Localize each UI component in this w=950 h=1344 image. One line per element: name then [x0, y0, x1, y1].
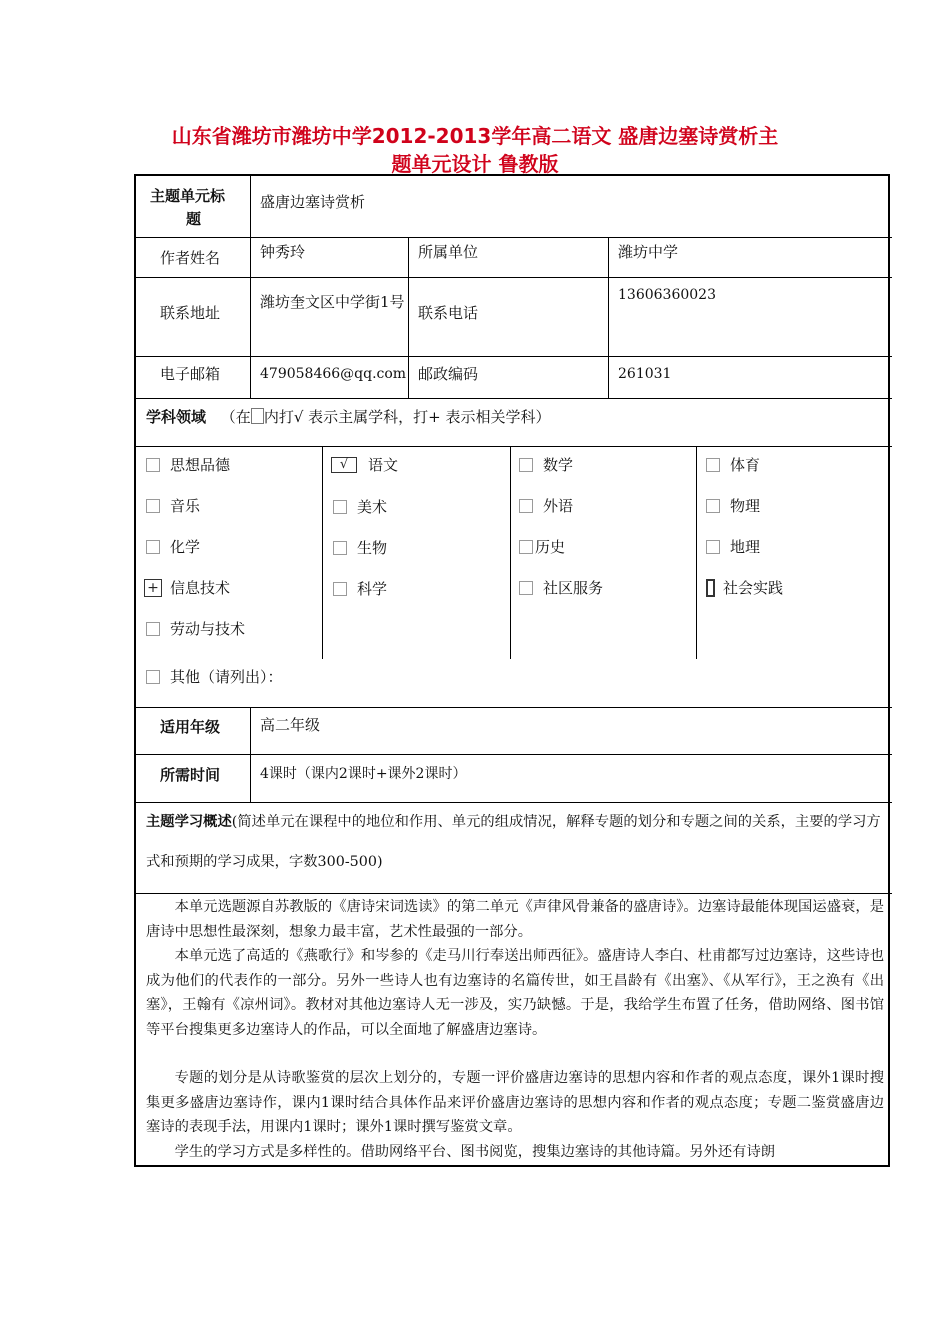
checkbox-music[interactable]	[146, 499, 160, 513]
title-line-2: 题单元设计 鲁教版	[391, 152, 559, 176]
subject-other: 其他（请列出）：	[170, 668, 283, 686]
body-paragraph-1: 本单元选题源自苏教版的《唐诗宋词选读》的第二单元《声律风骨兼备的盛唐诗》。边塞诗最能体现国运盛衰，是唐诗中思想性最深刻，想象力最丰富，艺术性最强的一部分。	[146, 899, 884, 940]
grade-value: 高二年级	[260, 716, 321, 734]
subjects-note: 内打√ 表示主属学科，打+ 表示相关学科）	[263, 408, 551, 426]
phone-label: 联系电话	[418, 304, 479, 322]
grade-label: 适用年级	[160, 718, 221, 736]
row-divider	[136, 446, 892, 447]
email-value: 479058466@qq.com	[260, 366, 407, 382]
subject-geography: 地理	[730, 538, 761, 556]
subject-science: 科学	[357, 580, 388, 598]
checkbox-moral[interactable]	[146, 458, 160, 472]
checkbox-chemistry[interactable]	[146, 540, 160, 554]
unit-value: 潍坊中学	[618, 243, 679, 261]
row-divider	[136, 398, 892, 399]
checkbox-science[interactable]	[333, 582, 347, 596]
author-label: 作者姓名	[160, 249, 221, 267]
subjects-heading-row	[146, 407, 550, 427]
subject-art: 美术	[357, 498, 388, 516]
subject-pe: 体育	[730, 456, 761, 474]
address-label: 联系地址	[160, 304, 221, 322]
subject-biology: 生物	[357, 539, 388, 557]
col-divider	[250, 176, 251, 237]
subjects-note-prefix: （在	[220, 408, 251, 426]
theme-label-line1: 主题单元标	[150, 187, 226, 205]
body-paragraph-3: 专题的划分是从诗歌鉴赏的层次上划分的，专题一评价盛唐边塞诗的思想内容和作者的观点态度，课外1课时搜集更多盛唐边塞诗作，课内1课时结合具体作品来评价盛唐边塞诗的思想内容和作者的观点态度；专题二鉴赏盛唐边塞诗的表现手法，用课内1课时；课外1课时撰写鉴赏文章。	[146, 1070, 884, 1135]
checkbox-history[interactable]	[519, 540, 533, 554]
postcode-label: 邮政编码	[418, 365, 479, 383]
checkbox-chinese[interactable]: √	[331, 457, 357, 473]
checkbox-community[interactable]	[519, 581, 533, 595]
col-divider	[250, 237, 251, 398]
phone-value: 13606360023	[618, 287, 716, 303]
overview-description: (简述单元在课程中的地位和作用、单元的组成情况，解释专题的划分和专题之间的关系，主要的学习方式和预期的学习成果，字数300-500)	[146, 814, 881, 870]
subject-math: 数学	[543, 456, 574, 474]
col-divider	[322, 446, 323, 659]
checkbox-art[interactable]	[333, 500, 347, 514]
subject-moral: 思想品德	[170, 456, 231, 474]
checkbox-math[interactable]	[519, 458, 533, 472]
checkbox-pe[interactable]	[706, 458, 720, 472]
checkbox-foreign-language[interactable]	[519, 499, 533, 513]
body-paragraph-4: 学生的学习方式是多样性的。借助网络平台、图书阅览，搜集边塞诗的其他诗篇。另外还有诗朗	[174, 1144, 776, 1160]
time-value: 4课时（课内2课时+课外2课时）	[260, 766, 467, 782]
email-label: 电子邮箱	[160, 365, 221, 383]
col-divider	[510, 446, 511, 659]
subject-chinese: 语文	[368, 456, 399, 474]
theme-value: 盛唐边塞诗赏析	[260, 193, 366, 211]
col-divider	[696, 446, 697, 659]
title-line-1: 山东省潍坊市潍坊中学2012-2013学年高二语文 盛唐边塞诗赏析主	[171, 124, 779, 148]
time-label: 所需时间	[160, 766, 221, 784]
checkbox-physics[interactable]	[706, 499, 720, 513]
subject-foreign-language: 外语	[543, 497, 574, 515]
checkbox-geography[interactable]	[706, 540, 720, 554]
author-value: 钟秀玲	[260, 243, 306, 261]
checkbox-other[interactable]	[146, 670, 160, 684]
design-table	[134, 174, 890, 1167]
overview-heading: 主题学习概述	[146, 814, 232, 830]
postcode-value: 261031	[618, 366, 672, 382]
subject-physics: 物理	[730, 497, 761, 515]
subject-it: 信息技术	[170, 579, 231, 597]
checkbox-it[interactable]: +	[144, 579, 162, 597]
checkbox-biology[interactable]	[333, 541, 347, 555]
subject-community: 社区服务	[543, 579, 604, 597]
body-paragraph-2: 本单元选了高适的《燕歌行》和岑参的《走马川行奉送出师西征》。盛唐诗人李白、杜甫都写过边塞诗，这些诗也成为他们的代表作的一部分。另外一些诗人也有边塞诗的名篇传世，如王昌龄有《出塞》、《从军行》，王之涣有《出塞》，王翰有《凉州词》。教材对其他边塞诗人无一涉及，实乃缺憾。于是，我给学生布置了任务，借助网络、图书馆等平台搜集更多边塞诗人的作品，可以全面地了解盛唐边塞诗。	[146, 948, 884, 1038]
overview-section	[146, 802, 884, 882]
theme-label-line2: 题	[186, 210, 202, 228]
col-divider	[250, 707, 251, 802]
subject-labor: 劳动与技术	[170, 620, 246, 638]
address-value: 潍坊奎文区中学街1号	[260, 293, 405, 311]
subject-history: 历史	[535, 538, 566, 556]
checkbox-labor[interactable]	[146, 622, 160, 636]
unit-label: 所属单位	[418, 243, 479, 261]
document-title	[120, 122, 830, 178]
subjects-heading: 学科领域	[146, 408, 207, 426]
checkbox-social-practice[interactable]	[706, 579, 715, 597]
col-divider	[608, 237, 609, 398]
subject-music: 音乐	[170, 497, 201, 515]
sample-checkbox-icon	[251, 408, 264, 424]
row-divider	[136, 893, 892, 894]
subject-social-practice: 社会实践	[723, 579, 784, 597]
subject-chemistry: 化学	[170, 538, 201, 556]
